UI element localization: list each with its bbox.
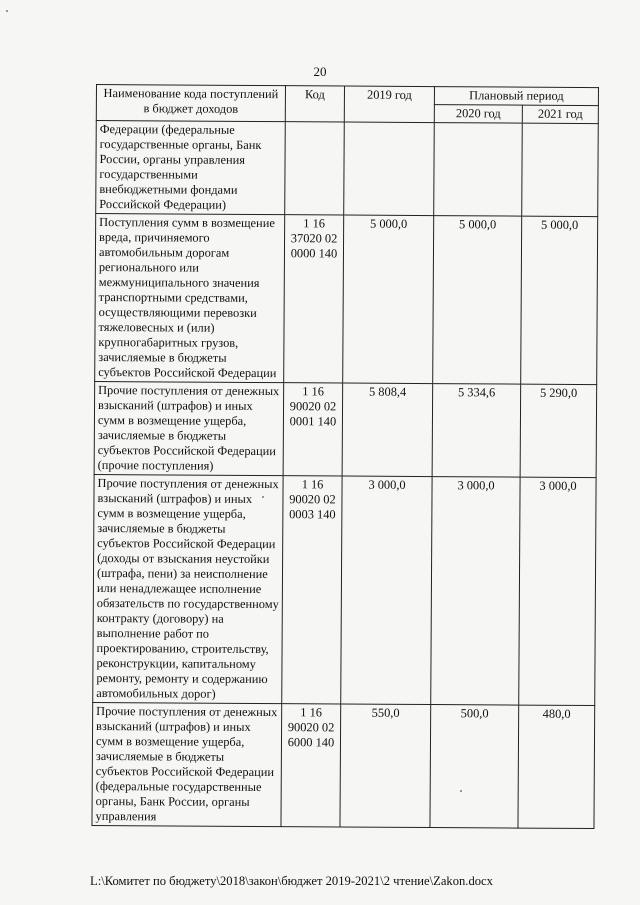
- scan-speck: [262, 496, 264, 498]
- table-row: [92, 702, 595, 828]
- row-value-2021: 5 000,0: [521, 216, 598, 384]
- table-header-row: [96, 85, 598, 106]
- row-value-2019: 3 000,0: [341, 476, 432, 705]
- row-name: Поступления сумм в возмещение вреда, причиняемого автомобильным дорогам регионального или межмуниципального значения транспортными средствами, осуществляющими перевозки тяжеловесных и (или) крупногабаритных грузов, зачисляемые в бюджеты субъектов Российской Федерации: [95, 214, 285, 383]
- row-name: Прочие поступления от денежных взысканий (штрафов) и иных сумм в возмещение ущерба, зачисляемые в бюджеты субъектов Российской Федерации (доходы от взыскания неустойки (штрафа, пени) за неисполнение или ненадлежащее исполнение обязательств по государственному контракту (договору) на выполнение работ по проектированию, строительству, реконструкции, капитальному ремонту, ремонту и содержанию автомобильных дорог): [93, 474, 283, 703]
- row-value-2019: [344, 122, 435, 216]
- row-value-2020: 500,0: [430, 705, 519, 829]
- header-2019: 2019 год: [344, 86, 434, 123]
- row-value-2020: 5 000,0: [433, 216, 522, 385]
- header-2021: 2021 год: [522, 105, 598, 123]
- row-value-2020: 3 000,0: [431, 477, 520, 706]
- row-value-2020: 5 334,6: [432, 384, 521, 478]
- header-2020: 2020 год: [434, 105, 522, 124]
- row-code: 1 16 90020 02 6000 140: [281, 704, 341, 827]
- table-row: [95, 214, 598, 385]
- table-row: [93, 474, 596, 705]
- row-code: 1 16 90020 02 0003 140: [282, 476, 342, 704]
- row-code: [285, 122, 345, 215]
- header-name: Наименование кода поступлений в бюджет доходов: [96, 85, 285, 122]
- row-code: 1 16 90020 02 0001 140: [283, 383, 343, 476]
- row-value-2021: 480,0: [518, 705, 595, 828]
- row-value-2021: 5 290,0: [520, 384, 597, 477]
- row-name: Федерации (федеральные государственные органы, Банк России, органы управления государственными внебюджетными фондами Российской Федерации): [96, 121, 286, 215]
- row-code: 1 16 37020 02 0000 140: [284, 215, 344, 383]
- row-name: Прочие поступления от денежных взысканий (штрафов) и иных сумм в возмещение ущерба, зачисляемые в бюджеты субъектов Российской Федерации (прочие поступления): [94, 381, 284, 475]
- scan-speck: [6, 10, 8, 12]
- table-row: [94, 381, 597, 477]
- page-number: 20: [313, 64, 327, 79]
- row-value-2019: 550,0: [340, 704, 431, 828]
- table-row: [96, 121, 599, 217]
- header-code: Код: [285, 86, 344, 122]
- row-value-2021: [522, 123, 599, 216]
- row-value-2021: 3 000,0: [519, 477, 596, 705]
- row-value-2019: 5 808,4: [342, 383, 433, 477]
- row-value-2019: 5 000,0: [343, 215, 434, 384]
- footer-file-path: L:\Комитет по бюджету\2018\закон\бюджет 2019-2021\2 чтение\Zakon.docx: [90, 874, 493, 888]
- row-name: Прочие поступления от денежных взысканий (штрафов) и иных сумм в возмещение ущерба, зачисляемые в бюджеты субъектов Российской Федерации (федеральные государственные органы, Банк России, органы управления: [92, 702, 282, 826]
- row-value-2020: [434, 123, 523, 217]
- revenue-table: [91, 84, 599, 829]
- scan-speck: [460, 790, 462, 792]
- header-planning-period: Плановый период: [434, 87, 598, 106]
